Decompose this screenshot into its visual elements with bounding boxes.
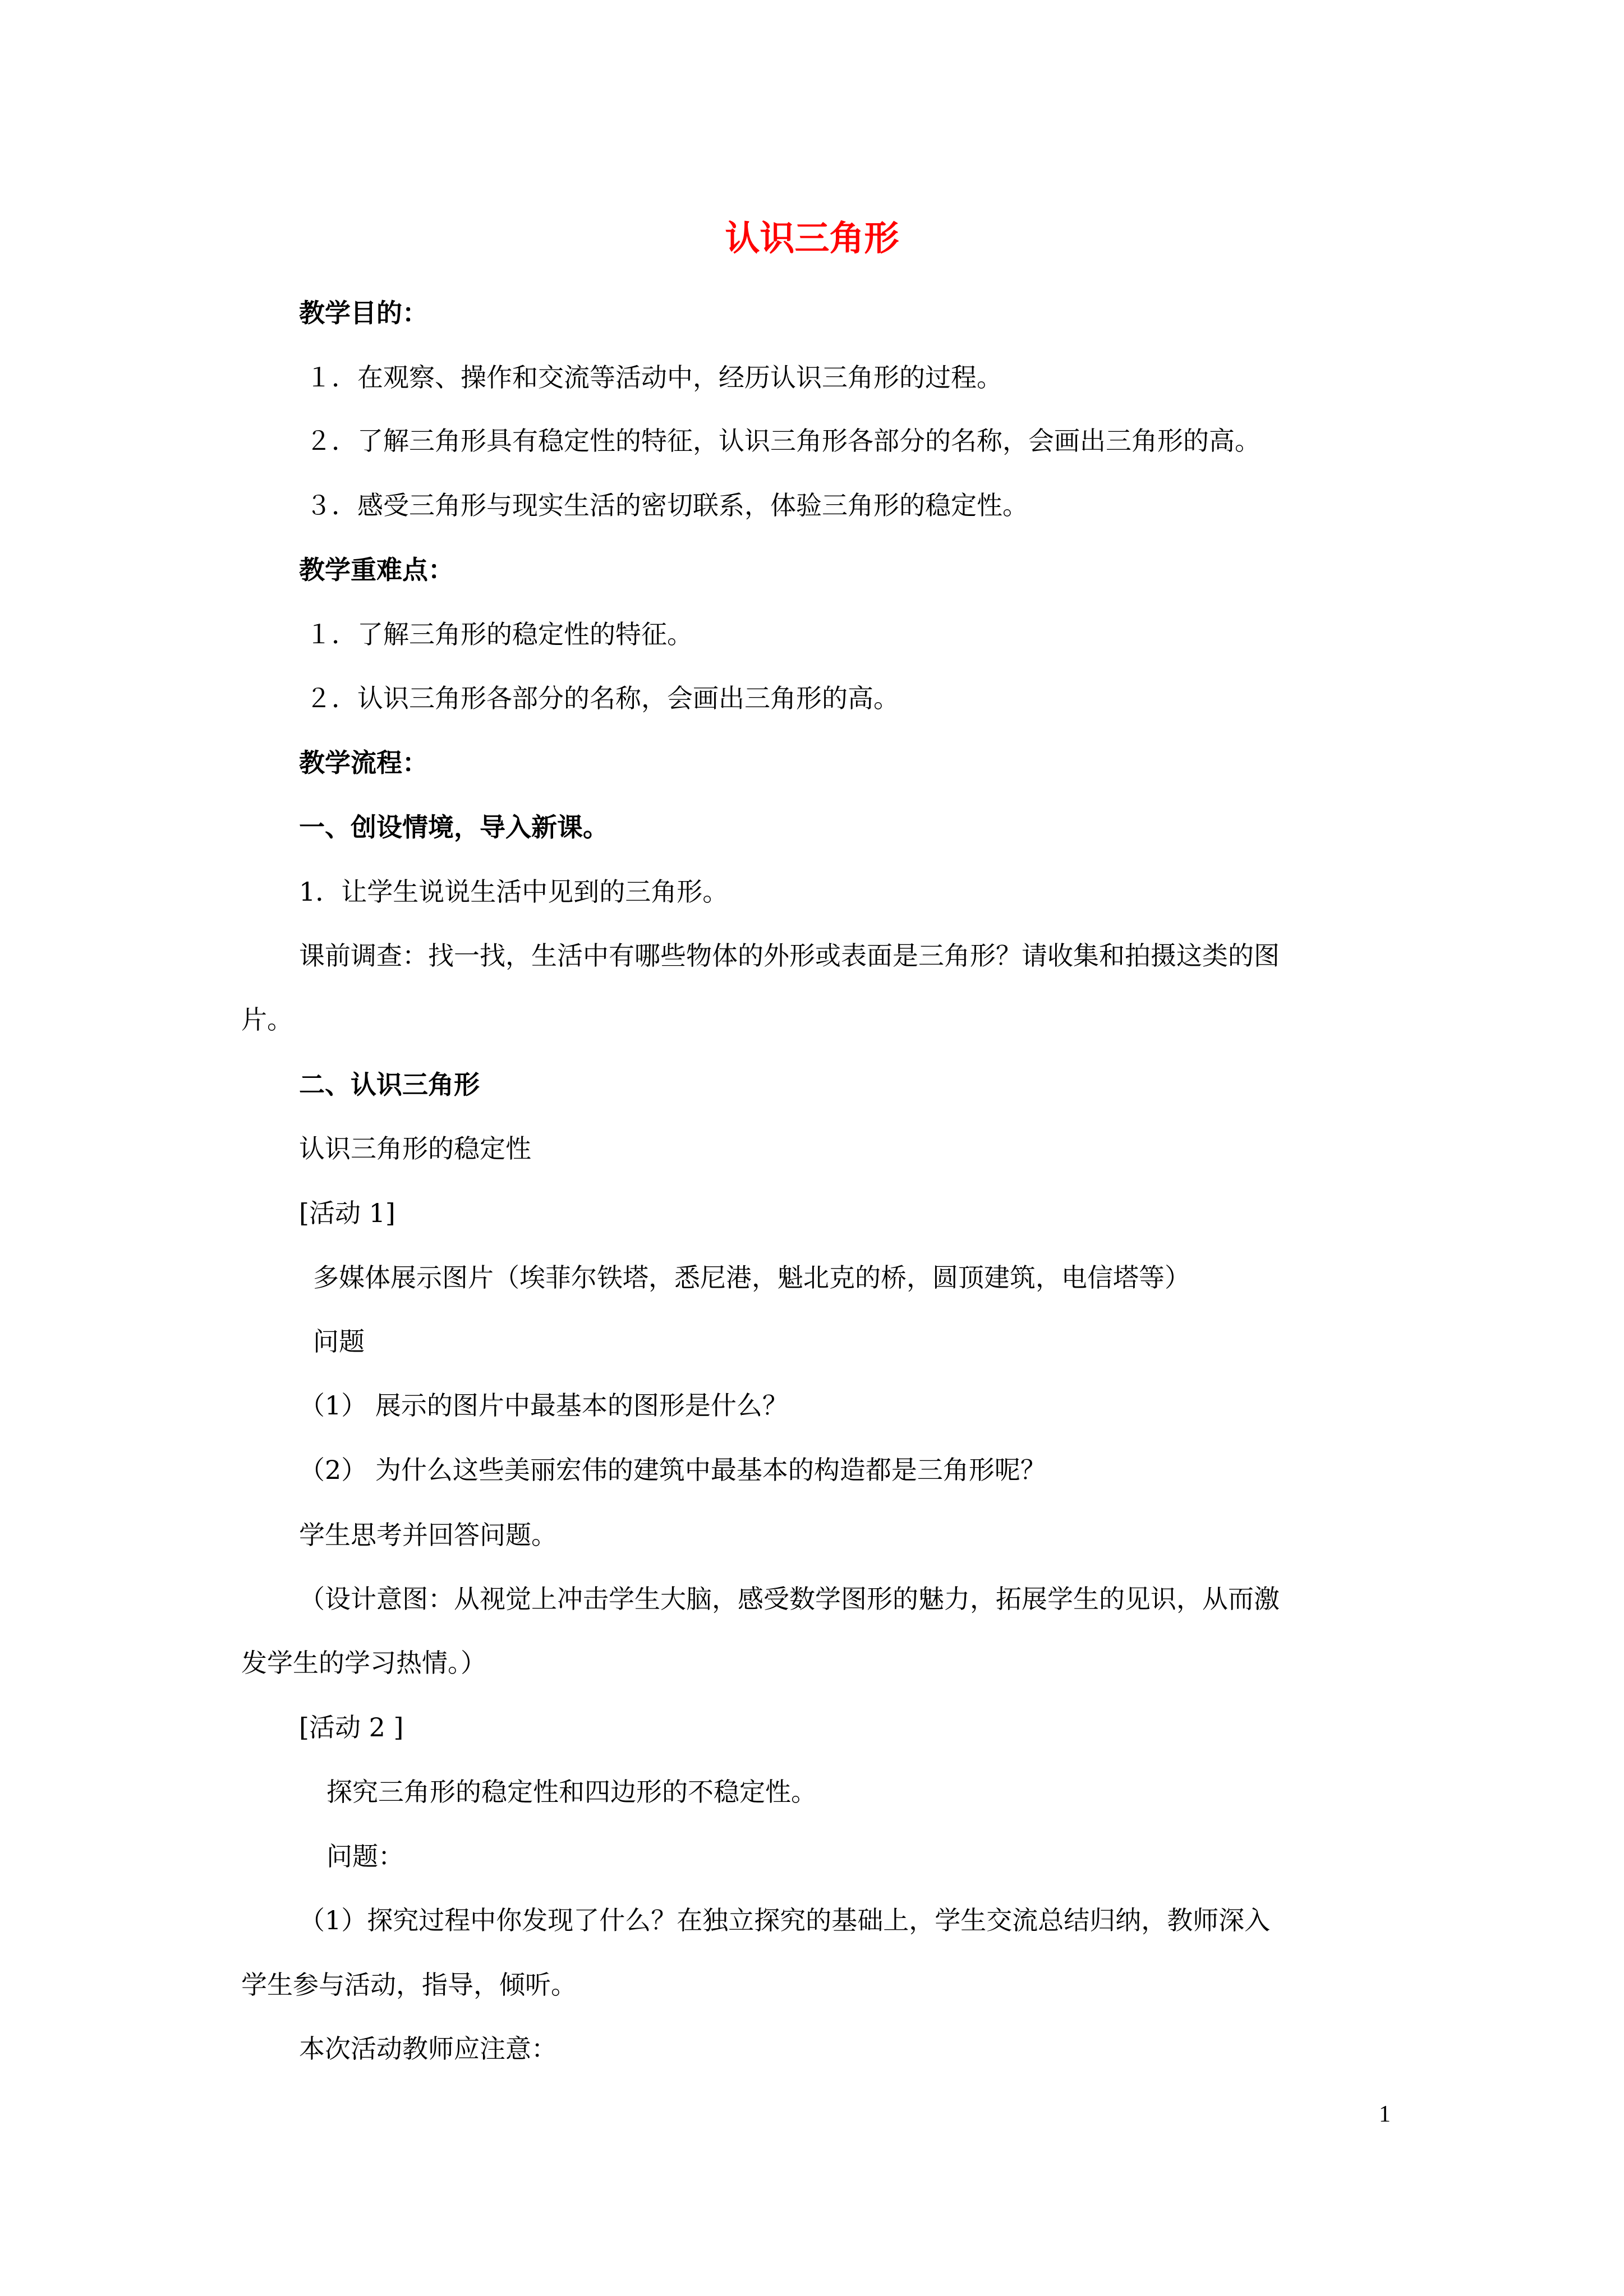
paragraph: （1）探究过程中你发现了什么？在独立探究的基础上，学生交流总结归纳，教师深入	[299, 1905, 1271, 1935]
paragraph: 探究三角形的稳定性和四边形的不稳定性。	[326, 1777, 817, 1807]
question-1: （1） 展示的图片中最基本的图形是什么？	[299, 1390, 788, 1421]
activity-label-2: [活动 2 ]	[299, 1712, 404, 1742]
paragraph: 学生参与活动，指导，倾听。	[241, 1970, 577, 2000]
key-point-1: １．了解三角形的稳定性的特征。	[306, 619, 693, 649]
question-2: （2） 为什么这些美丽宏伟的建筑中最基本的构造都是三角形呢？	[299, 1455, 1046, 1485]
paragraph: 课前调查：找一找，生活中有哪些物体的外形或表面是三角形？请收集和拍摄这类的图	[299, 940, 1280, 971]
step-heading-1: 一、创设情境，导入新课。	[299, 812, 609, 842]
paragraph: （设计意图：从视觉上冲击学生大脑，感受数学图形的魅力，拓展学生的见识，从而激	[299, 1584, 1280, 1614]
document-title: 认识三角形	[725, 218, 899, 259]
paragraph: 本次活动教师应注意：	[299, 2034, 557, 2064]
paragraph: 多媒体展示图片（埃菲尔铁塔，悉尼港，魁北克的桥，圆顶建筑，电信塔等）	[313, 1262, 1190, 1293]
section-heading-key-points: 教学重难点：	[299, 555, 454, 585]
step-heading-2: 二、认识三角形	[299, 1069, 480, 1100]
paragraph: 认识三角形的稳定性	[299, 1133, 531, 1164]
activity-label-1: [活动 1]	[299, 1198, 395, 1228]
objective-1: １．在观察、操作和交流等活动中，经历认识三角形的过程。	[306, 362, 1002, 393]
paragraph: 学生思考并回答问题。	[299, 1520, 557, 1550]
key-point-2: ２．认识三角形各部分的名称，会画出三角形的高。	[306, 683, 899, 713]
objective-3: ３．感受三角形与现实生活的密切联系，体验三角形的稳定性。	[306, 490, 1028, 520]
section-heading-process: 教学流程：	[299, 748, 428, 778]
paragraph: 发学生的学习热情。）	[241, 1648, 486, 1678]
objective-2: ２．了解三角形具有稳定性的特征，认识三角形各部分的名称，会画出三角形的高。	[306, 426, 1260, 456]
question-label: 问题：	[326, 1841, 404, 1871]
page-number: 1	[1379, 2101, 1391, 2127]
section-heading-objectives: 教学目的：	[299, 298, 428, 328]
paragraph: 1．让学生说说生活中见到的三角形。	[299, 877, 729, 907]
paragraph: 片。	[241, 1004, 293, 1035]
question-label: 问题	[313, 1326, 365, 1357]
